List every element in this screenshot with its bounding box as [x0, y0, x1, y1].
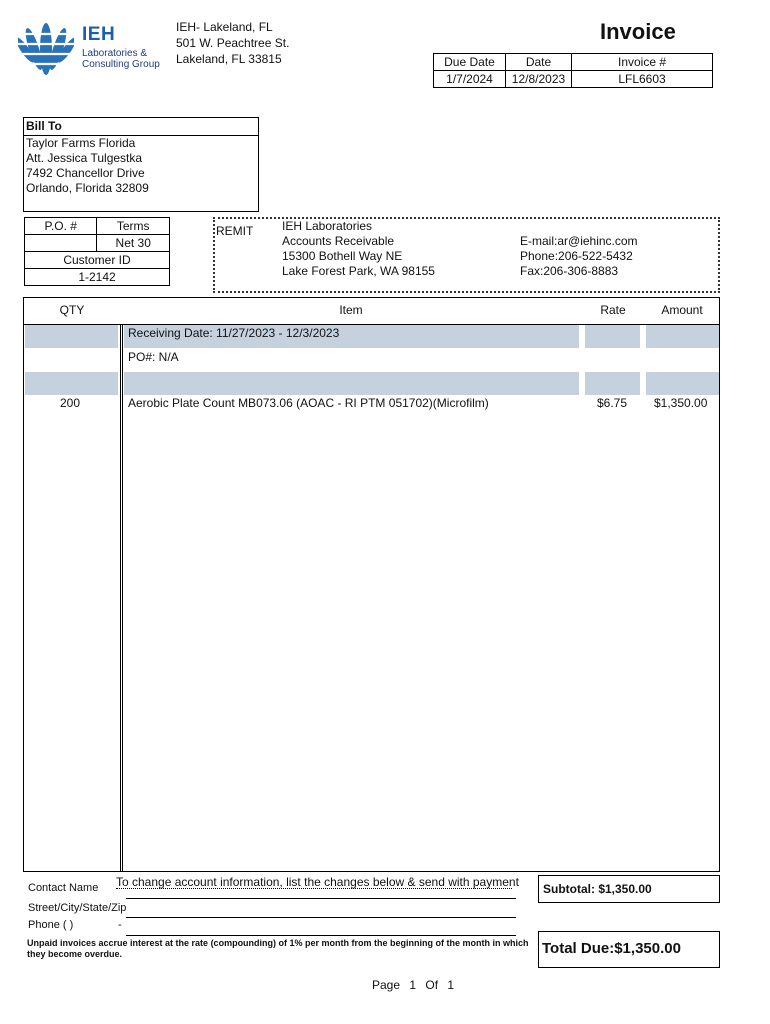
bill-to-line: Orlando, Florida 32809: [26, 181, 149, 195]
interest-note: Unpaid invoices accrue interest at the rate (compounding) of 1% per month from the beginning of the month in which they become overdue.: [27, 938, 529, 959]
row-shade: [124, 372, 579, 395]
company-logo: [18, 20, 178, 80]
company-address: [176, 19, 289, 67]
remit-address-line: 15300 Bothell Way NE: [282, 249, 403, 263]
globe-leaf-icon: [18, 20, 74, 78]
due-date-header: Due Date: [434, 54, 506, 71]
rate-header: Rate: [582, 298, 644, 325]
invoice-number-value: LFL6603: [572, 71, 713, 88]
bill-to-line: 7492 Chancellor Drive: [26, 166, 145, 180]
po-terms-table: [24, 217, 170, 286]
logo-subtitle: [82, 48, 160, 70]
row-qty: 200: [60, 396, 81, 410]
remit-contact: [520, 234, 638, 279]
remit-phone: Phone:206-522-5432: [520, 249, 633, 263]
remit-email: E-mail:ar@iehinc.com: [520, 234, 638, 248]
contact-name-line[interactable]: [126, 898, 516, 899]
invoice-number-header: Invoice #: [572, 54, 713, 71]
date-header: Date: [506, 54, 572, 71]
remit-address-line: Lake Forest Park, WA 98155: [282, 264, 435, 278]
phone-dash: -: [118, 919, 122, 931]
remit-address-line: IEH Laboratories: [282, 219, 373, 233]
po-header: P.O. #: [25, 218, 97, 235]
row-amount: $1,350.00: [654, 396, 708, 410]
bill-to-box: [23, 117, 259, 212]
row-shade: [646, 325, 719, 348]
row-item: Aerobic Plate Count MB073.06 (AOAC - RI PTM 051702)(Microfilm): [128, 396, 489, 410]
row-shade: [25, 372, 118, 395]
row-item: PO#: N/A: [128, 350, 179, 364]
street-line[interactable]: [126, 917, 516, 918]
company-line: Lakeland, FL 33815: [176, 52, 282, 66]
qty-header: QTY: [24, 298, 120, 325]
bill-to-header: Bill To: [24, 118, 258, 136]
company-line: 501 W. Peachtree St.: [176, 36, 290, 50]
remit-box: [213, 217, 720, 293]
invoice-title: Invoice: [600, 19, 676, 44]
logo-sub-line: Laboratories &: [82, 48, 148, 59]
column-divider: [120, 325, 121, 871]
row-shade: [646, 372, 719, 395]
date-value: 12/8/2023: [506, 71, 572, 88]
row-shade: [25, 325, 118, 348]
instruction-underline: [116, 888, 512, 889]
phone-line[interactable]: [126, 935, 516, 936]
row-shade: [585, 325, 640, 348]
remit-label: REMIT: [216, 224, 254, 238]
customer-id-value: 1-2142: [25, 269, 170, 286]
terms-value: Net 30: [97, 235, 170, 252]
subtotal-box: Subtotal: $1,350.00: [538, 875, 720, 903]
total-due-box: Total Due:$1,350.00: [538, 931, 720, 968]
row-item: Receiving Date: 11/27/2023 - 12/3/2023: [128, 326, 340, 340]
logo-brand: IEH: [82, 24, 116, 45]
contact-name-label: Contact Name: [28, 882, 99, 894]
street-label: Street/City/State/Zip: [28, 902, 127, 914]
terms-header: Terms: [97, 218, 170, 235]
remit-address: [282, 219, 435, 279]
logo-sub-line: Consulting Group: [82, 59, 160, 70]
customer-id-header: Customer ID: [25, 252, 170, 269]
bill-to-line: Taylor Farms Florida: [26, 136, 136, 150]
items-table: [23, 297, 720, 872]
invoice-info-table: [433, 53, 713, 88]
page-number: Page 1 Of 1: [372, 978, 455, 992]
po-value: [25, 235, 97, 252]
row-rate: $6.75: [597, 396, 628, 410]
phone-label: Phone ( ): [28, 919, 74, 931]
account-change-instruction: To change account information, list the changes below & send with payment: [116, 875, 519, 889]
column-divider: [122, 325, 123, 871]
row-shade: [585, 372, 640, 395]
remit-fax: Fax:206-306-8883: [520, 264, 619, 278]
amount-header: Amount: [644, 298, 720, 325]
company-line: IEH- Lakeland, FL: [176, 20, 273, 34]
bill-to-line: Att. Jessica Tulgestka: [26, 151, 143, 165]
due-date-value: 1/7/2024: [434, 71, 506, 88]
item-header: Item: [120, 298, 582, 325]
remit-address-line: Accounts Receivable: [282, 234, 395, 248]
